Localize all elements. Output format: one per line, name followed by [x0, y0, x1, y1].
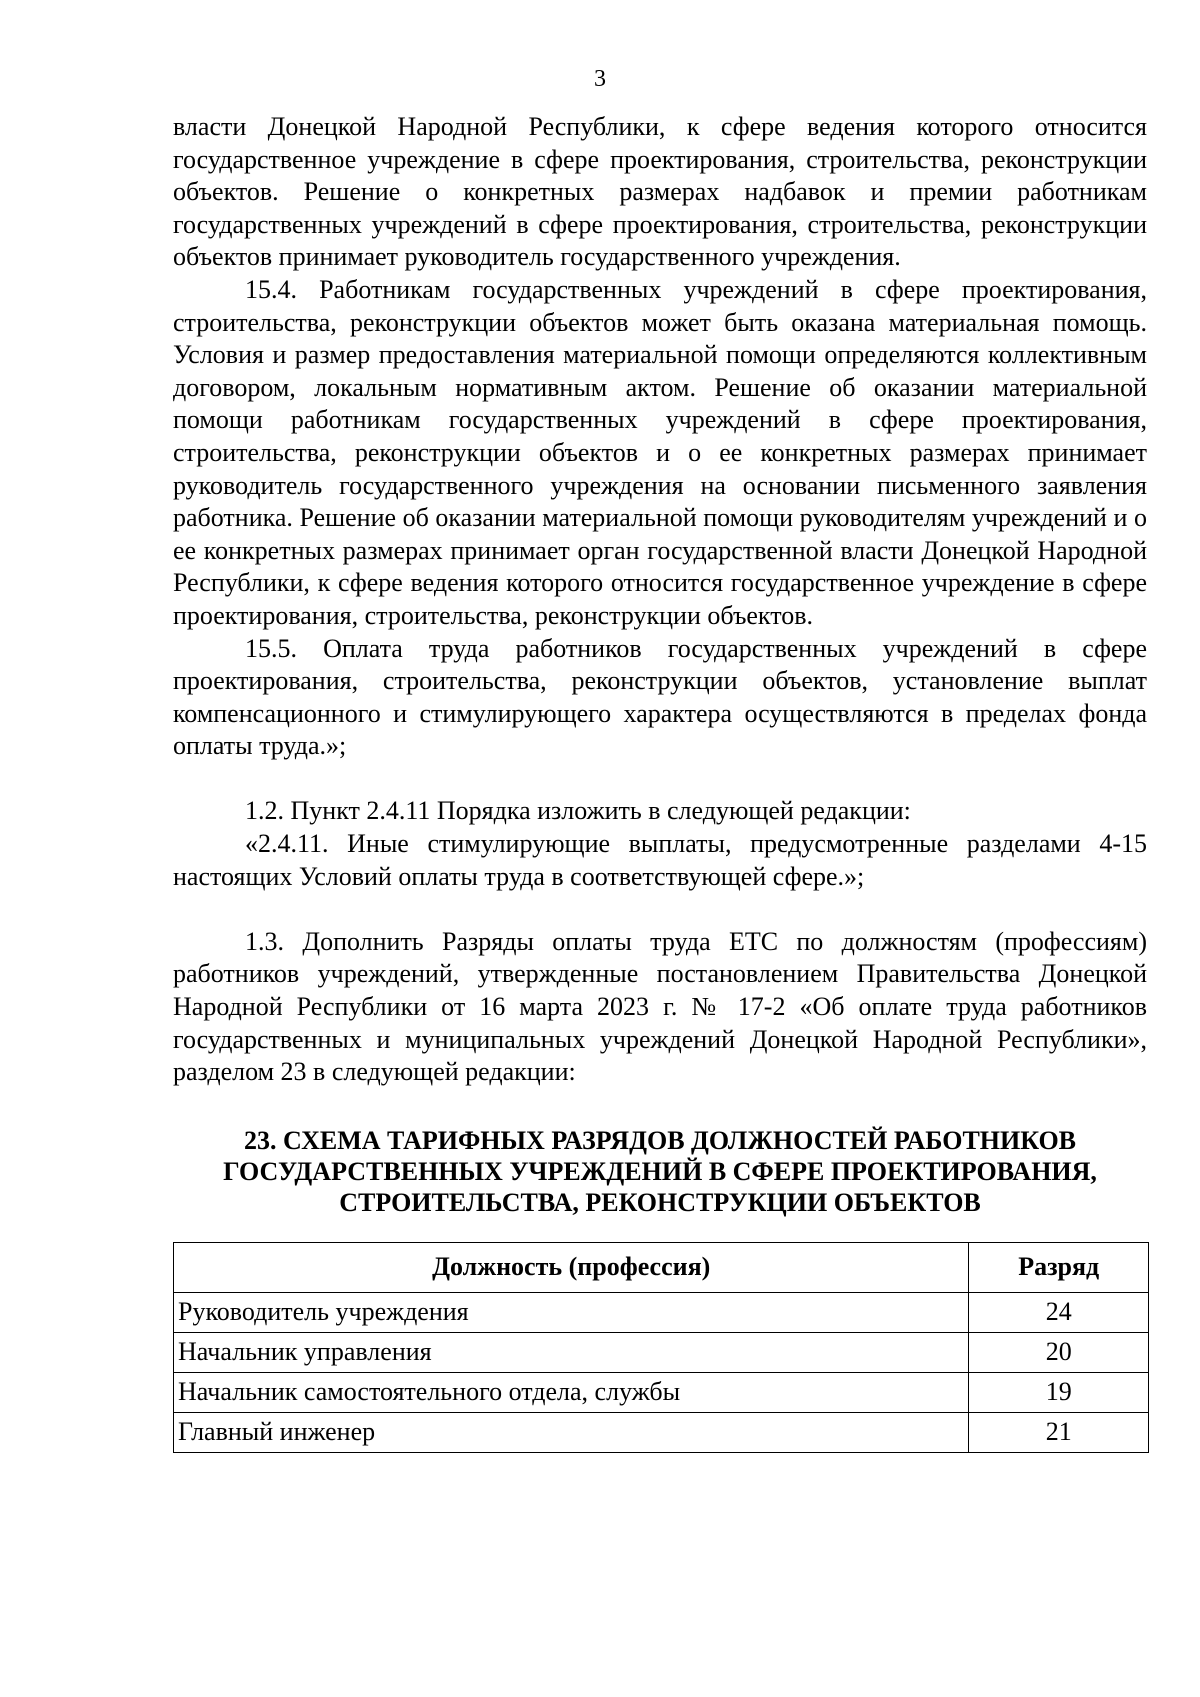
paragraph-1-2: 1.2. Пункт 2.4.11 Порядка изложить в следующей редакции:: [245, 796, 911, 826]
cell-position: Руководитель учреждения: [174, 1292, 969, 1332]
paragraph-1-3: 1.3. Дополнить Разряды оплаты труда ЕТС по должностям (профессиям) работников учреждений, утвержденные постановлением Правительства Донецкой Народной Республики от 16 марта 2023 г. № 17-2 «Об оплате труда работников государственных и муниципальных учреждений Донецкой Народной Республики», разделом 23 в следующей редакции:: [173, 926, 1147, 1087]
cell-position: Главный инженер: [174, 1412, 969, 1452]
paragraph-spacer: [173, 763, 1147, 796]
cell-rank: 20: [969, 1332, 1149, 1372]
paragraph-2-4-11: «2.4.11. Иные стимулирующие выплаты, предусмотренные разделами 4-15 настоящих Условий оплаты труда в соответствующей сфере.»;: [173, 829, 1147, 891]
page-number: 3: [594, 66, 606, 92]
paragraph-15-5: 15.5. Оплата труда работников государственных учреждений в сфере проектирования, строительства, реконструкции объектов, установление выплат компенсационного и стимулирующего характера осуществляются в пределах фонда оплаты труда.»;: [173, 633, 1147, 761]
table-row: [174, 1332, 1149, 1372]
section-title: 23. СХЕМА ТАРИФНЫХ РАЗРЯДОВ ДОЛЖНОСТЕЙ РАБОТНИКОВ ГОСУДАРСТВЕННЫХ УЧРЕЖДЕНИЙ В СФЕРЕ ПРОЕКТИРОВАНИЯ, СТРОИТЕЛЬСТВА, РЕКОНСТРУКЦИИ ОБЪЕКТОВ: [223, 1125, 1097, 1217]
table-row: [174, 1412, 1149, 1452]
cell-position: Начальник управления: [174, 1332, 969, 1372]
column-header-position: Должность (профессия): [174, 1242, 969, 1292]
table-row: [174, 1372, 1149, 1412]
paragraph-15-4: 15.4. Работникам государственных учреждений в сфере проектирования, строительства, реконструкции объектов может быть оказана материальная помощь. Условия и размер предоставления материальной помощи определяются коллективным договором, локальным нормативным актом. Решение об оказании материальной помощи работникам государственных учреждений в сфере проектирования, строительства, реконструкции объектов и о ее конкретных размерах принимает руководитель государственного учреждения на основании письменного заявления работника. Решение об оказании материальной помощи руководителям учреждений и о ее конкретных размерах принимает орган государственной власти Донецкой Народной Республики, к сфере ведения которого относится государственное учреждение в сфере проектирования, строительства, реконструкции объектов.: [173, 274, 1147, 630]
cell-rank: 19: [969, 1372, 1149, 1412]
table-header-row: [174, 1242, 1149, 1292]
paragraph-continuation: власти Донецкой Народной Республики, к сфере ведения которого относится государственное учреждение в сфере проектирования, строительства, реконструкции объектов. Решение о конкретных размерах надбавок и премии работникам государственных учреждений в сфере проектирования, строительства, реконструкции объектов принимает руководитель государственного учреждения.: [173, 112, 1147, 272]
paragraph-spacer: [173, 893, 1147, 926]
cell-rank: 24: [969, 1292, 1149, 1332]
rank-table: [173, 1242, 1149, 1453]
document-body: [173, 111, 1147, 1453]
cell-rank: 21: [969, 1412, 1149, 1452]
column-header-rank: Разряд: [969, 1242, 1149, 1292]
table-row: [174, 1292, 1149, 1332]
cell-position: Начальник самостоятельного отдела, службы: [174, 1372, 969, 1412]
